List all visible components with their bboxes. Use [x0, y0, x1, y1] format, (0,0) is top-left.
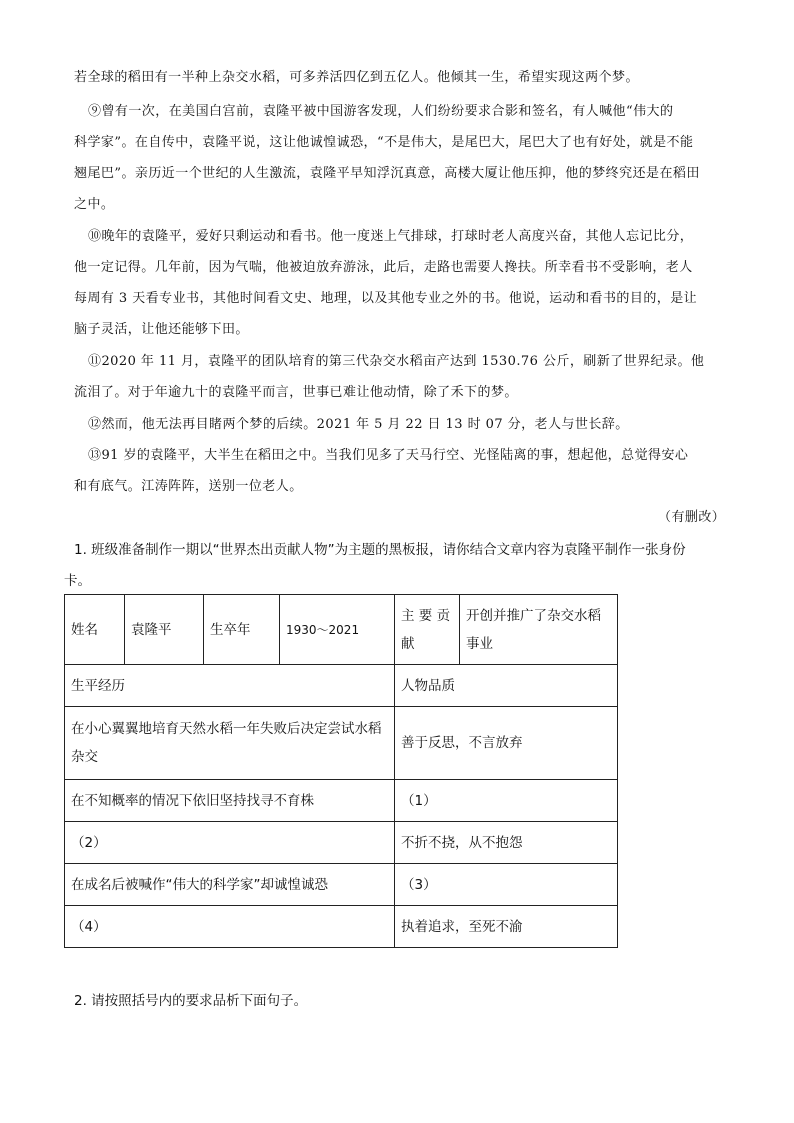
identity-card-table	[64, 594, 618, 948]
name-value-cell: 袁隆平	[125, 595, 204, 665]
experience-cell: 在不知概率的情况下依旧坚持找寻不育株	[65, 780, 395, 822]
paragraph-11-line: 流泪了。对于年逾九十的袁隆平而言，世事已难让他动情，除了禾下的梦。	[74, 385, 518, 400]
table-row	[65, 906, 618, 948]
quality-blank-cell: （3）	[395, 864, 618, 906]
table-header-row	[65, 665, 618, 707]
paragraph-9-line: 之中。	[74, 197, 115, 212]
contribution-label-cell: 主 要 贡 献	[395, 595, 460, 665]
column-header-quality: 人物品质	[395, 665, 618, 707]
paragraph-12: ⑫然而，他无法再目睹两个梦的后续。2021 年 5 月 22 日 13 时 07 分，老人与世长辞。	[88, 417, 629, 432]
quality-cell: 善于反思，不言放弃	[395, 707, 618, 780]
question-1-prompt: 1. 班级准备制作一期以“世界杰出贡献人物”为主题的黑板报，请你结合文章内容为袁隆平制作一张身份	[74, 542, 686, 558]
table-row	[65, 595, 618, 665]
paragraph-9-line: 翘尾巴”。亲历近一个世纪的人生激流，袁隆平早知浮沉真意，高楼大厦让他压抑，他的梦终究还是在稻田	[74, 166, 700, 181]
table-row	[65, 707, 618, 780]
experience-blank-cell: （4）	[65, 906, 395, 948]
paragraph-9-line: ⑨曾有一次，在美国白宫前，袁隆平被中国游客发现，人们纷纷要求合影和签名，有人喊他“伟大的	[88, 104, 674, 119]
paragraph-10-line: 他一定记得。几年前，因为气喘，他被迫放弃游泳，此后，走路也需要人搀扶。所幸看书不受影响，老人	[74, 260, 693, 275]
paragraph-9-line: 科学家”。在自传中，袁隆平说，这让他诚惶诚恐，“不是伟大，是尾巴大，尾巴大了也有好处，就是不能	[74, 135, 694, 150]
column-header-experience: 生平经历	[65, 665, 395, 707]
quality-cell: 不折不挠，从不抱怨	[395, 822, 618, 864]
paragraph-13-line: 和有底气。江涛阵阵，送别一位老人。	[74, 479, 303, 494]
paragraph-10-line: 每周有 3 天看专业书，其他时间看文史、地理，以及其他专业之外的书。他说，运动和看书的目的，是让	[74, 291, 698, 306]
quality-blank-cell: （1）	[395, 780, 618, 822]
paragraph-10-line: ⑩晚年的袁隆平，爱好只剩运动和看书。他一度迷上气排球，打球时老人高度兴奋，其他人忘记比分，	[88, 229, 694, 244]
question-1-prompt-cont: 卡。	[64, 573, 91, 589]
table-row	[65, 864, 618, 906]
question-2-prompt: 2. 请按照括号内的要求品析下面句子。	[74, 993, 308, 1009]
paragraph-13-line: ⑬91 岁的袁隆平，大半生在稻田之中。当我们见多了天马行空、光怪陆离的事，想起他，总觉得安心	[88, 448, 689, 463]
paragraph-11-line: ⑪2020 年 11 月，袁隆平的团队培育的第三代杂交水稻亩产达到 1530.76 公斤，刷新了世界纪录。他	[88, 354, 705, 369]
years-label-cell: 生卒年	[204, 595, 280, 665]
quality-cell: 执着追求，至死不渝	[395, 906, 618, 948]
experience-blank-cell: （2）	[65, 822, 395, 864]
table-row	[65, 822, 618, 864]
source-note: （有删改）	[658, 510, 726, 525]
experience-cell: 在小心翼翼地培育天然水稻一年失败后决定尝试水稻杂交	[65, 707, 395, 780]
table-row	[65, 780, 618, 822]
experience-cell: 在成名后被喊作“伟大的科学家”却诚惶诚恐	[65, 864, 395, 906]
years-value-cell: 1930～2021	[280, 595, 395, 665]
name-label-cell: 姓名	[65, 595, 125, 665]
contribution-value-cell: 开创并推广了杂交水稻事业	[460, 595, 618, 665]
paragraph-8-tail: 若全球的稻田有一半种上杂交水稻，可多养活四亿到五亿人。他倾其一生，希望实现这两个梦。	[74, 70, 639, 85]
paragraph-10-line: 脑子灵活，让他还能够下田。	[74, 322, 249, 337]
